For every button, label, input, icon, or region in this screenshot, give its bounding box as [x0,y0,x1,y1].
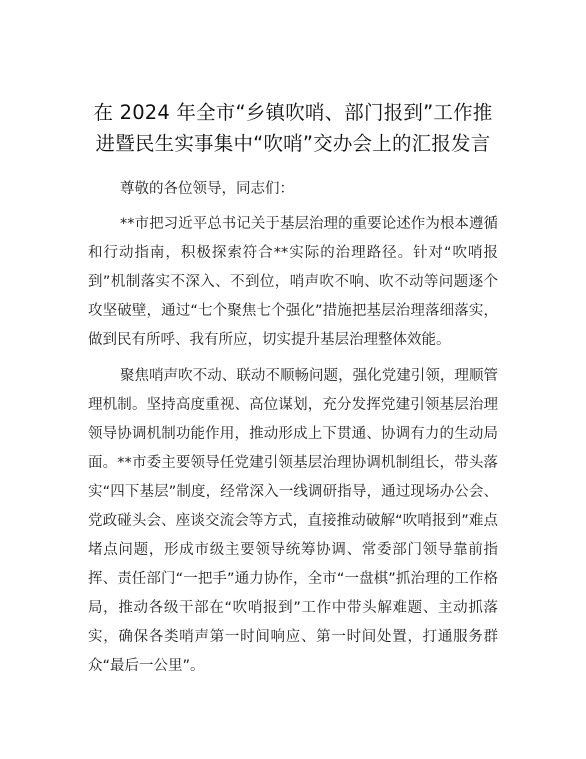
body-paragraph-2: 聚焦哨声吹不动、联动不顺畅问题，强化党建引领，理顺管理机制。坚持高度重视、高位谋划，充分发挥党建引领基层治理领导协调机制功能作用，推动形成上下贯通、协调有力的生动局面。**市委主要领导任党建引领基层治理协调机制组长，带头落实“四下基层”制度，经常深入一线调研指导，通过现场办公会、党政碰头会、座谈交流会等方式，直接推动破解“吹哨报到”难点堵点问题，形成市级主要领导统筹协调、常委部门领导靠前指挥、责任部门“一把手”通力协作，全市“一盘棋”抓治理的工作格局，推动各级干部在“吹哨报到”工作中带头解难题、主动抓落实，确保各类哨声第一时间响应、第一时间处置，打通服务群众“最后一公里”。 [88,368,498,674]
body-paragraph-1: **市把习近平总书记关于基层治理的重要论述作为根本遵循和行动指南，积极探索符合**实际的治理路径。针对“吹哨报到”机制落实不深入、不到位，哨声吹不响、吹不动等问题逐个攻坚破壁，通过“七个聚焦七个强化”措施把基层治理落细落实，做到民有所呼、我有所应，切实提升基层治理整体效能。 [88,216,498,348]
document-title: 在 2024 年全市“乡镇吹哨、部门报到”工作推进暨民生实事集中“吹哨”交办会上的汇报发言 [93,101,493,155]
salutation: 尊敬的各位领导，同志们： [120,181,294,197]
